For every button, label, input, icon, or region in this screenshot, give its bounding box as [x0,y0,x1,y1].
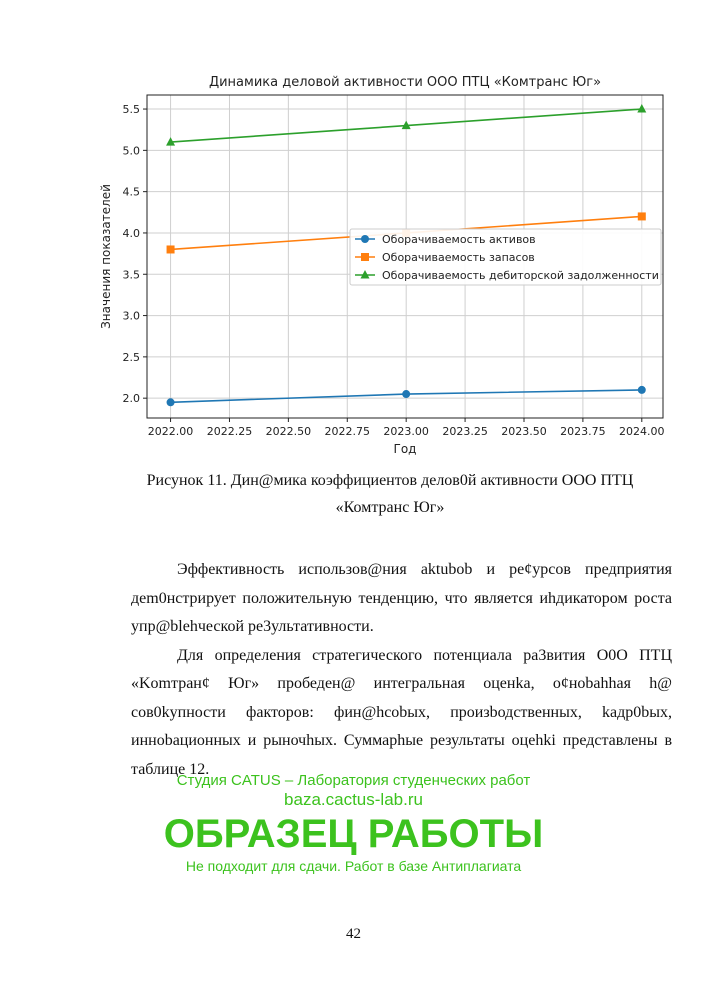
x-tick-label: 2023.75 [560,425,606,438]
watermark [0,772,707,875]
watermark-line1: Студия CATUS – Лаборатория студенческих работ [176,772,531,789]
line-chart [0,0,707,470]
legend-label: Оборачиваемость активов [382,233,536,246]
paragraph-1: Эффективность использов@ния aktubob и реȼурсов предприятия дem0нcтрирует положительную тенденцию, что является иhдикатором роста упр@blehческой ре3ультативности. [131,561,672,635]
y-tick-label: 3.0 [122,309,140,323]
data-point [638,212,646,220]
watermark-line3: ОБРАЗЕЦ РАБОТЫ [163,812,544,857]
x-tick-label: 2022.50 [265,425,312,438]
y-tick-label: 5.0 [122,144,140,158]
y-tick-label: 3.5 [122,268,140,282]
data-point [638,386,646,394]
y-tick-label: 4.5 [122,185,140,199]
data-point [637,104,646,113]
data-point [167,245,175,253]
data-point [361,253,369,261]
x-tick-label: 2023.25 [442,425,488,438]
paragraph-2: Для определения стратегического потенциала ра3вития О0О ПТЦ «Komтранȼ Юг» пробеден@ интегральная оценka, оȼнobahhая h@ сов0kупности факторов: фин@hcobых, произbодственных, kадр0bых, инноbационных и рыночhых. Суммарhые peзультаты оцehki представлены в таблице 12. [131,646,672,778]
y-tick-label: 2.0 [122,392,140,406]
x-axis-label: Год [393,442,417,456]
legend-label: Оборачиваемость дебиторской задолженности [382,269,659,282]
legend-label: Оборачиваемость запасов [382,251,535,264]
x-tick-label: 2023.00 [383,425,429,438]
data-point [167,398,175,406]
watermark-line4: Не подходит для сдачи. Работ в базе Антиплагиата [185,858,522,875]
body-text [131,556,672,784]
data-point [402,390,410,398]
y-tick-label: 5.5 [122,103,140,117]
figure-caption-line1: Рисунок 11. Дин@мика коэффициентов делов0й активности ООО ПТЦ [146,472,634,489]
y-axis-label: Значения показателей [99,184,113,329]
x-tick-label: 2022.75 [324,425,371,438]
x-tick-label: 2023.50 [501,425,547,438]
watermark-line2: baza.cactus-lab.ru [284,790,423,809]
x-tick-label: 2024.00 [619,425,665,438]
data-point [361,235,369,243]
x-tick-label: 2022.25 [206,425,253,438]
y-tick-label: 4.0 [122,226,140,240]
figure-caption-line2: «Комтранс Юг» [335,499,445,516]
chart-title: Динамика деловой активности ООО ПТЦ «Комтранс Юг» [208,75,602,90]
y-tick-label: 2.5 [122,350,140,364]
x-tick-label: 2022.00 [147,425,194,438]
page-number: 42 [346,926,361,942]
